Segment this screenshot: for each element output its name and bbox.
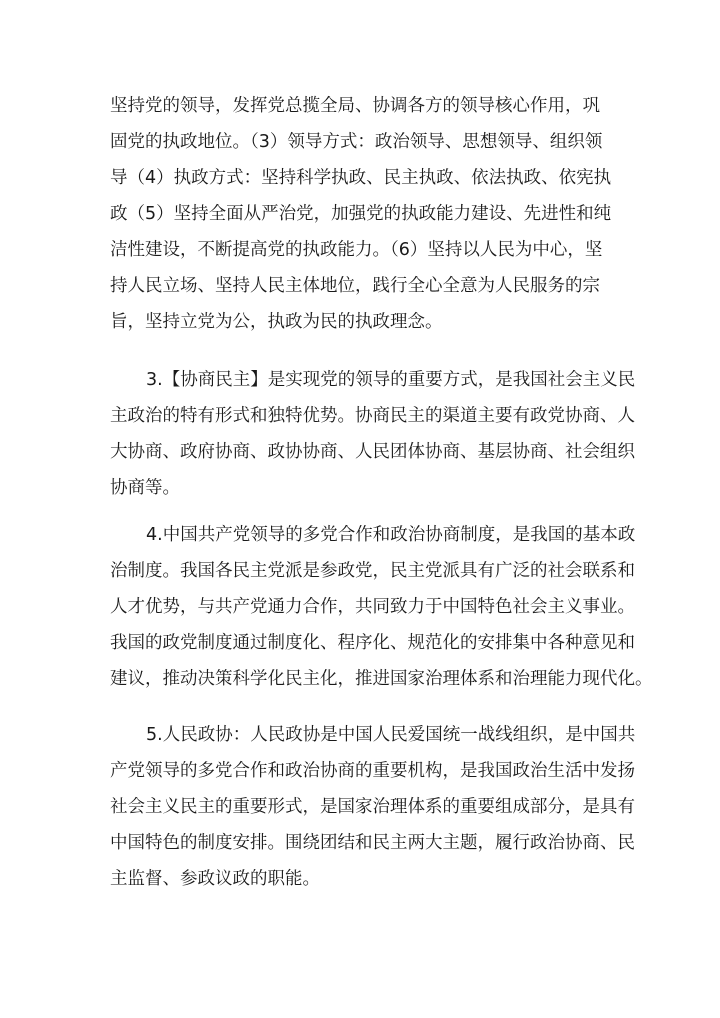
text-line: 主政治的特有形式和独特优势。协商民主的渠道主要有政党协商、人 [110, 406, 635, 426]
text-line: 洁性建设，不断提高党的执政能力。（6）坚持以人民为中心，坚 [110, 240, 603, 260]
paragraph-cppcc [110, 717, 636, 897]
paragraph-party-leadership [110, 88, 625, 340]
text-line: 坚持党的领导，发挥党总揽全局、协调各方的领导核心作用，巩 [110, 96, 600, 116]
text-line: 协商等。 [110, 478, 180, 498]
paragraph-multiparty-cooperation [110, 517, 653, 697]
paragraph-consultative-democracy [110, 362, 636, 506]
text-line: 人才优势，与共产党通力合作，共同致力于中国特色社会主义事业。 [110, 597, 635, 617]
text-line: 产党领导的多党合作和政治协商的重要机构，是我国政治生活中发扬 [110, 761, 635, 781]
text-line: 社会主义民主的重要形式，是国家治理体系的重要组成部分，是具有 [110, 797, 635, 817]
text-line: 主监督、参政议政的职能。 [110, 869, 320, 889]
text-line: 治制度。我国各民主党派是参政党，民主党派具有广泛的社会联系和 [110, 561, 635, 581]
text-line: 固党的执政地位。（3）领导方式：政治领导、思想领导、组织领 [110, 132, 603, 152]
text-line: 大协商、政府协商、政协协商、人民团体协商、基层协商、社会组织 [110, 442, 635, 462]
text-line: 4.中国共产党领导的多党合作和政治协商制度，是我国的基本政 [146, 525, 636, 545]
text-line: 政（5）坚持全面从严治党，加强党的执政能力建设、先进性和纯 [110, 204, 612, 224]
text-line: 旨，坚持立党为公，执政为民的执政理念。 [110, 312, 443, 332]
text-line: 3.【协商民主】是实现党的领导的重要方式，是我国社会主义民 [146, 370, 636, 390]
text-line: 建议，推动决策科学化民主化，推进国家治理体系和治理能力现代化。 [110, 669, 653, 689]
text-line: 导（4）执政方式：坚持科学执政、民主执政、依法执政、依宪执 [110, 168, 612, 188]
text-line: 5.人民政协：人民政协是中国人民爱国统一战线组织，是中国共 [146, 725, 636, 745]
text-line: 持人民立场、坚持人民主体地位，践行全心全意为人民服务的宗 [110, 276, 600, 296]
text-line: 中国特色的制度安排。围绕团结和民主两大主题，履行政治协商、民 [110, 833, 635, 853]
text-line: 我国的政党制度通过制度化、程序化、规范化的安排集中各种意见和 [110, 633, 635, 653]
